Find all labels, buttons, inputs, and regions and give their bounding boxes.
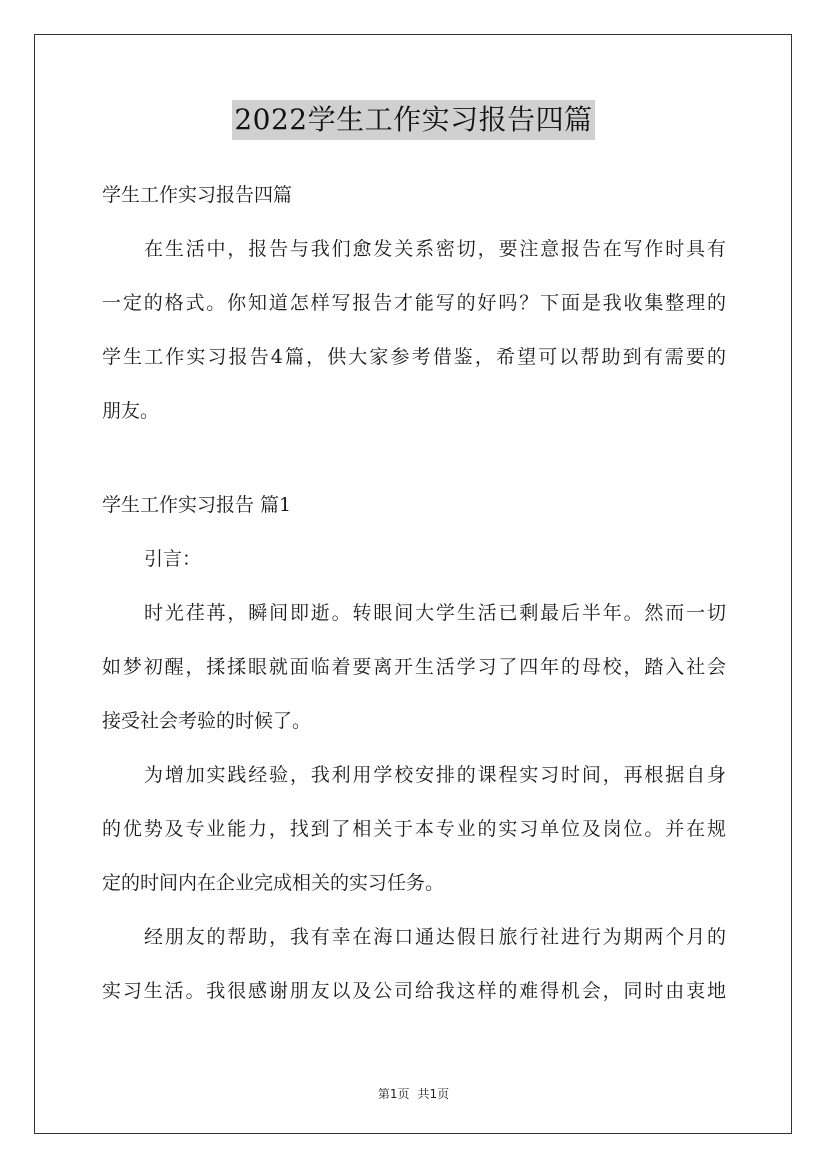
- document-title: 2022学生工作实习报告四篇: [232, 100, 594, 140]
- paragraph-line: 为增加实践经验，我利用学校安排的课程实习时间，再根据自身: [144, 764, 726, 786]
- section-gap: [102, 438, 726, 478]
- page-number-current: 第1页: [377, 1087, 410, 1101]
- page-footer: [0, 1085, 827, 1102]
- document-subtitle: 学生工作实习报告四篇: [102, 184, 293, 206]
- preface-label: 引言：: [144, 548, 202, 570]
- paragraph-line: 的优势及专业能力，找到了相关于本专业的实习单位及岗位。并在规: [102, 818, 726, 840]
- paragraph-line: 实习生活。我很感谢朋友以及公司给我这样的难得机会，同时由衷地: [102, 980, 726, 1002]
- intro-line: 朋友。: [102, 400, 160, 422]
- section-heading: 学生工作实习报告 篇1: [102, 494, 292, 516]
- page-number-total: 共1页: [417, 1087, 450, 1101]
- paragraph-line: 定的时间内在企业完成相关的实习任务。: [102, 872, 445, 894]
- title-container: [0, 100, 827, 140]
- paragraph-line: 时光荏苒，瞬间即逝。转眼间大学生活已剩最后半年。然而一切: [144, 602, 726, 624]
- intro-line: 学生工作实习报告4篇，供大家参考借鉴，希望可以帮助到有需要的: [102, 346, 726, 368]
- document-body: [102, 168, 726, 1018]
- paragraph-line: 经朋友的帮助，我有幸在海口通达假日旅行社进行为期两个月的: [144, 926, 726, 948]
- intro-line: 在生活中，报告与我们愈发关系密切，要注意报告在写作时具有: [144, 238, 726, 260]
- paragraph-line: 如梦初醒，揉揉眼就面临着要离开生活学习了四年的母校，踏入社会: [102, 656, 726, 678]
- intro-line: 一定的格式。你知道怎样写报告才能写的好吗？下面是我收集整理的: [102, 292, 726, 314]
- paragraph-line: 接受社会考验的时候了。: [102, 710, 312, 732]
